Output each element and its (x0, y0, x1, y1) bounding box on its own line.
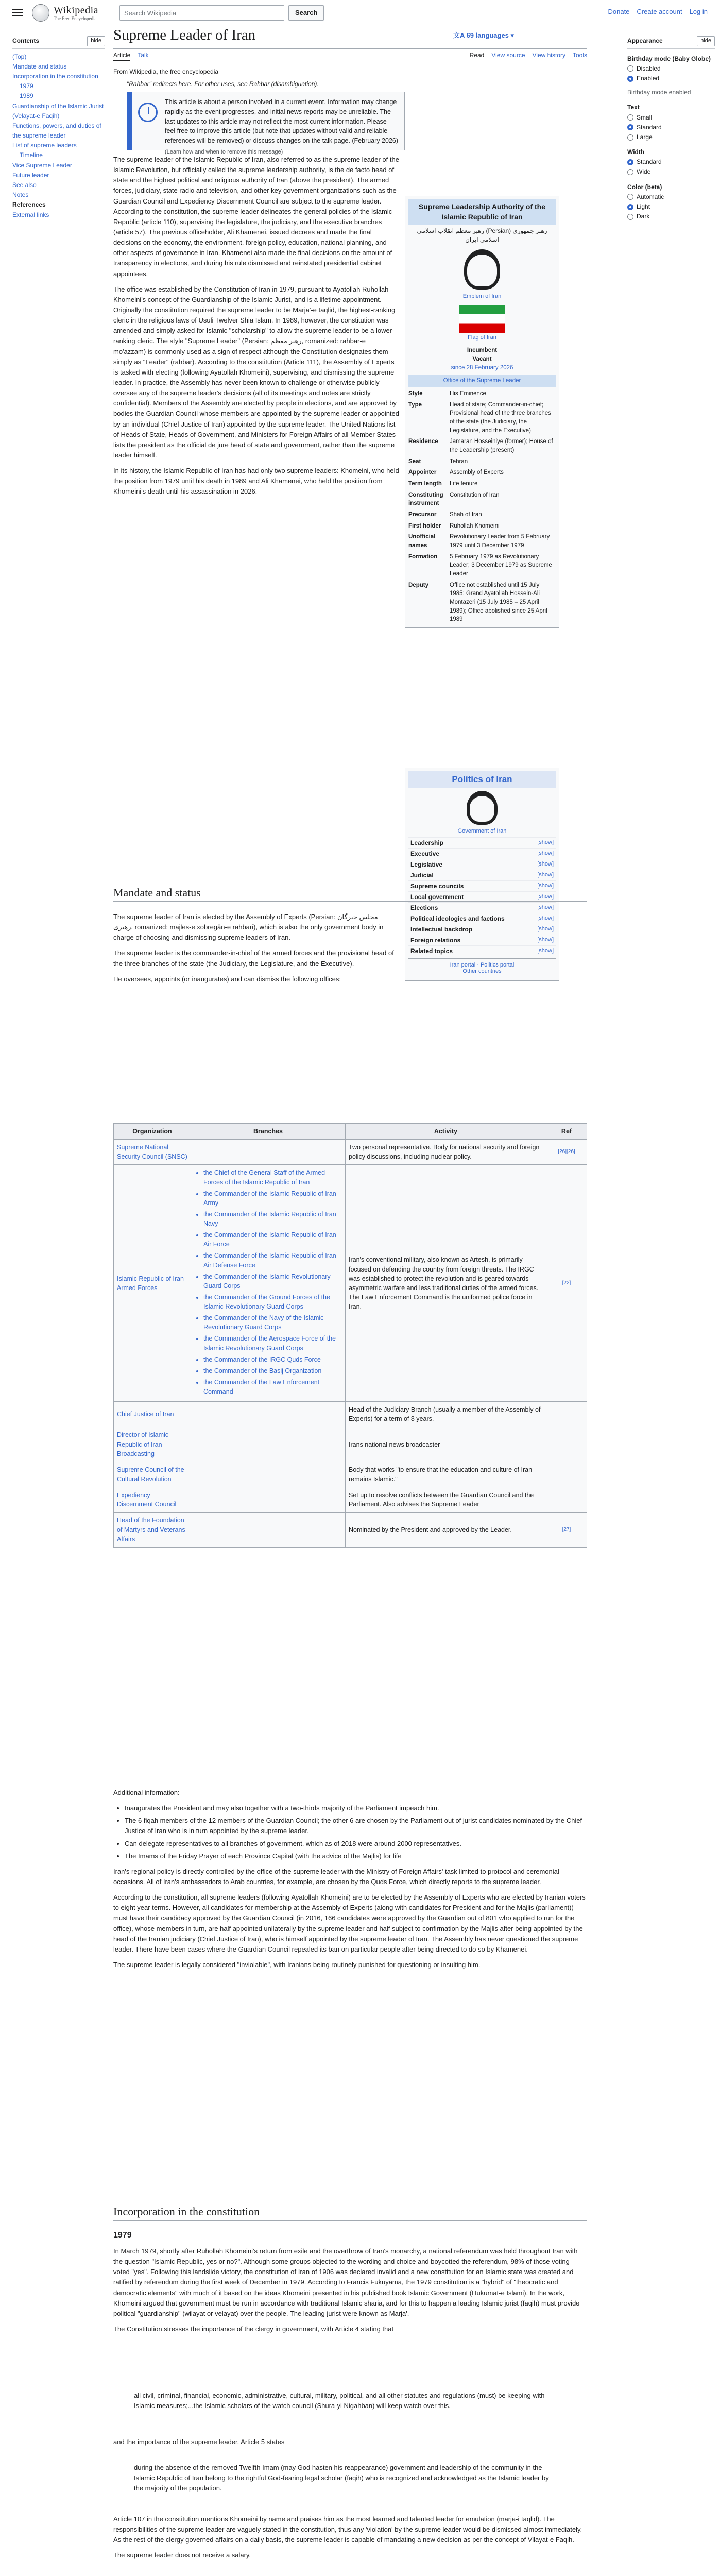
additional-item: • Inaugurates the President and may also together with a two-thirds majority of the Parliament impeach him. (125, 1803, 587, 1814)
infobox-key: Type (408, 401, 422, 408)
show-toggle[interactable]: [show] (537, 947, 554, 954)
show-toggle[interactable]: [show] (537, 850, 554, 856)
politics-row[interactable] (408, 945, 556, 956)
main-menu-icon[interactable] (12, 9, 23, 16)
additional-label: Additional information: (113, 1789, 180, 1797)
appearance-option[interactable] (627, 113, 715, 123)
branch-item[interactable]: • the Commander of the Islamic Republic of Iran Army (203, 1189, 342, 1208)
radio-icon[interactable] (627, 169, 633, 175)
table-of-contents (12, 36, 105, 220)
flag-caption[interactable]: Flag of Iran (468, 334, 496, 341)
branch-item[interactable]: • the Commander of the IRGC Quds Force (203, 1355, 342, 1364)
branch-item[interactable]: • the Commander of the Law Enforcement Command (203, 1378, 342, 1396)
flag-of-iran (459, 305, 505, 333)
incorp-paragraph: and the importance of the supreme leader. Article 5 states (113, 2438, 285, 2446)
toc-item-label: 1989 (20, 92, 33, 100)
infobox-key: Deputy (408, 582, 428, 588)
branch-item[interactable]: • the Chief of the General Staff of the Armed Forces of the Islamic Republic of Iran (203, 1168, 342, 1187)
radio-icon[interactable] (627, 214, 633, 220)
infobox-value: Head of state; Commander-in-chief; Provisional head of the three branches of the state (the Judiciary, the Legislature, and the Executive) (450, 401, 551, 434)
politics-row-label: Elections (410, 904, 438, 911)
appearance-panel (627, 36, 715, 222)
show-toggle[interactable]: [show] (537, 861, 554, 867)
branch-item[interactable]: • the Commander of the Islamic Republic of Iran Navy (203, 1210, 342, 1228)
toc-item-label: Incorporation in the constitution (12, 72, 98, 80)
birthday-note: Birthday mode enabled (627, 89, 691, 96)
tab-article[interactable]: Article (113, 52, 130, 61)
site-header (0, 0, 720, 26)
infobox-value: Office not established until 15 July 1985; Grand Ayatollah Hossein-Ali Montazeri (15 July 1985 – 25 April 1989); Office abolished since 25 April 1989 (450, 582, 547, 623)
toc-item[interactable] (12, 171, 105, 180)
wordmark: Wikipedia (54, 4, 98, 16)
incorp-paragraph: The Constitution stresses the importance of the clergy in government, with Article 4 stating that (113, 2325, 394, 2333)
infobox-value: Shah of Iran (450, 512, 482, 518)
show-toggle[interactable]: [show] (537, 839, 554, 845)
infobox-row (408, 533, 556, 550)
quote-article-5: during the absence of the removed Twelfth Imam (may God hasten his reappearance) government and leadership of the community in the Islamic Republic of Iran belong to the rightful God-fearing legal scholar (faqih) who is recognized and acknowledged as the Islamic leader by the majority of the population. (134, 2464, 549, 2493)
infobox (405, 196, 559, 628)
branches-cell (191, 1513, 346, 1547)
learn-remove-link[interactable]: (Learn how and when to remove this message) (165, 148, 283, 155)
toc-item[interactable] (12, 150, 105, 160)
page-title: Supreme Leader of Iran (113, 27, 256, 43)
option-label: Light (637, 203, 650, 211)
infobox-value: Assembly of Experts (450, 469, 504, 476)
appearance-group-heading: Color (beta) (627, 183, 662, 191)
show-toggle[interactable]: [show] (537, 915, 554, 921)
login-link[interactable]: Log in (689, 8, 708, 15)
appearance-group-heading: Birthday mode (Baby Globe) (627, 55, 711, 62)
toc-item-label: External links (12, 211, 49, 218)
emblem-icon (467, 791, 498, 825)
section-heading-incorporation: Incorporation in the constitution (113, 2205, 587, 2221)
toc-item-label: Notes (12, 191, 29, 199)
tab-view-source[interactable]: View source (491, 52, 525, 59)
portal-links[interactable]: Iran portal · Politics portal (450, 962, 515, 968)
branch-item[interactable]: • the Commander of the Aerospace Force of the Islamic Revolutionary Guard Corps (203, 1334, 342, 1352)
radio-icon[interactable] (627, 204, 633, 210)
incorp-paragraph: Article 107 in the constitution mentions Khomeini by name and praises him as the most learned and talented leader for emulation (marja-i taqlid). The responsibilities of the supreme leader are vaguely stated in the constitution, thus any 'violation' by the supreme leader would be dismissed almost immediately. As the rest of the clergy governed affairs on a daily basis, the supreme leader is capable of mandating a new decision as per the concept of Vilayat-e Faqih. (113, 2515, 582, 2544)
toc-item-label: References (12, 201, 46, 209)
branch-item[interactable]: • the Commander of the Navy of the Islamic Revolutionary Guard Corps (203, 1313, 342, 1332)
politics-row-label: Local government (410, 893, 464, 901)
option-label: Enabled (637, 74, 660, 82)
infobox-key: First holder (408, 522, 441, 529)
radio-icon[interactable] (627, 114, 633, 121)
col-ref: Ref (546, 1124, 587, 1140)
table-row (114, 1402, 587, 1427)
ref-cell[interactable] (546, 1462, 587, 1487)
additional-item: • Can delegate representatives to all branches of government, which as of 2018 were around 2000 representatives. (125, 1839, 587, 1849)
incorp-text-2 (113, 2514, 587, 2566)
wikipedia-globe-icon (32, 4, 49, 22)
after-paragraph: The supreme leader is legally considered "inviolable", with Iranians being routinely punished for questioning or insulting him. (113, 1960, 481, 1969)
create-account-link[interactable]: Create account (637, 8, 682, 15)
org-cell[interactable]: Head of the Foundation of Martyrs and Veterans Affairs (114, 1513, 191, 1547)
org-cell[interactable]: Supreme Council of the Cultural Revolution (114, 1462, 191, 1487)
branch-item[interactable]: • the Commander of the Islamic Republic of Iran Air Force (203, 1230, 342, 1249)
option-label: Large (637, 133, 653, 141)
appearance-group-heading: Width (627, 148, 645, 156)
branches-cell (191, 1487, 346, 1513)
politics-row[interactable] (408, 902, 556, 913)
toc-item[interactable] (12, 52, 105, 62)
col-organization: Organization (114, 1124, 191, 1140)
politics-row-label: Legislative (410, 861, 443, 868)
politics-row-label: Intellectual backdrop (410, 926, 473, 933)
toc-item[interactable] (12, 161, 105, 171)
toc-item[interactable] (12, 210, 105, 220)
toc-item-label: (Top) (12, 53, 27, 60)
vacant-label: Vacant (472, 355, 492, 362)
branches-cell (191, 1402, 346, 1427)
appearance-option[interactable] (627, 74, 715, 83)
politics-row-label: Foreign relations (410, 937, 461, 944)
toc-item[interactable] (12, 91, 105, 101)
radio-icon[interactable] (627, 159, 633, 165)
tab-talk[interactable]: Talk (138, 52, 149, 59)
politics-row-label: Executive (410, 850, 440, 857)
option-label: Automatic (637, 193, 664, 200)
show-toggle[interactable]: [show] (537, 883, 554, 889)
toc-item[interactable] (12, 200, 105, 210)
appearance-option[interactable] (627, 157, 715, 167)
politics-row-label: Leadership (410, 839, 444, 846)
politics-row[interactable] (408, 870, 556, 880)
additional-info (113, 1788, 587, 1975)
appearance-option[interactable] (627, 212, 715, 222)
activity-cell: Head of the Judiciary Branch (usually a member of the Assembly of Experts) for a term of 8 years. (346, 1402, 546, 1427)
from-wikipedia: From Wikipedia, the free encyclopedia (113, 68, 219, 75)
politics-row[interactable] (408, 848, 556, 859)
hatnote: "Rahbar" redirects here. For other uses, see Rahbar (disambiguation). (127, 80, 319, 88)
office-link[interactable]: Office of the Supreme Leader (408, 375, 556, 387)
toc-item[interactable] (12, 81, 105, 91)
ref-cell[interactable] (546, 1402, 587, 1427)
toc-item[interactable] (12, 101, 105, 121)
toc-hide-button[interactable]: hide (87, 36, 105, 46)
infobox-row (408, 468, 556, 477)
infobox-value: His Eminence (450, 390, 486, 397)
toc-item[interactable] (12, 62, 105, 72)
infobox-row (408, 480, 556, 488)
org-cell[interactable]: Chief Justice of Iran (114, 1402, 191, 1427)
mandate-paragraph: The supreme leader is the commander-in-chief of the armed forces and the provisional head of the three branches of the state (the Judiciary, the Legislature, and the Executive). (113, 949, 394, 968)
table-row (114, 1487, 587, 1513)
branch-item[interactable]: • the Commander of the Ground Forces of the Islamic Revolutionary Guard Corps (203, 1293, 342, 1311)
radio-icon[interactable] (627, 194, 633, 200)
toc-item-label: Vice Supreme Leader (12, 161, 72, 169)
table-row (114, 1427, 587, 1462)
radio-icon[interactable] (627, 134, 633, 141)
current-event-notice (127, 92, 405, 155)
mandate-paragraph: He oversees, appoints (or inaugurates) and can dismiss the following offices: (113, 975, 341, 983)
politics-title[interactable]: Politics of Iran (408, 771, 556, 788)
org-cell[interactable]: Islamic Republic of Iran Armed Forces (114, 1165, 191, 1402)
offices-table (113, 1123, 587, 1548)
politics-row[interactable] (408, 859, 556, 870)
tab-read[interactable]: Read (469, 52, 485, 59)
radio-icon[interactable] (627, 76, 633, 82)
incumbent-label: Incumbent (467, 347, 498, 354)
branches-cell (191, 1165, 346, 1402)
col-branches: Branches (191, 1124, 346, 1140)
toc-item-label: Functions, powers, and duties of the supreme leader (12, 122, 101, 140)
other-countries-link[interactable]: Other countries (462, 968, 502, 974)
ref-cell[interactable]: [27] (546, 1513, 587, 1547)
infobox-key: Constituting instrument (408, 492, 443, 507)
table-row (114, 1165, 587, 1402)
intro-text (113, 155, 399, 502)
option-label: Wide (637, 168, 651, 176)
appearance-option[interactable] (627, 132, 715, 142)
org-cell[interactable]: Supreme National Security Council (SNSC) (114, 1140, 191, 1165)
branch-item[interactable]: • the Commander of the Islamic Revolutionary Guard Corps (203, 1272, 342, 1291)
infobox-persian: رهبر معظم انقلاب اسلامی (Persian) رهبر جمهوری اسلامی ایران (417, 227, 547, 243)
politics-row[interactable] (408, 837, 556, 848)
show-toggle[interactable]: [show] (537, 926, 554, 932)
org-cell[interactable]: Director of Islamic Republic of Iran Broadcasting (114, 1427, 191, 1462)
option-label: Standard (637, 158, 662, 166)
show-toggle[interactable]: [show] (537, 937, 554, 943)
quote-article-4: all civil, criminal, financial, economic, administrative, cultural, military, political, and all other statutes and regulations (must) be keeping with Islamic measures;...the Islamic scholars of the watch council (Shura-yi Nigahban) will keep watch over this. (134, 2392, 545, 2410)
appearance-hide-button[interactable]: hide (697, 36, 715, 46)
show-toggle[interactable]: [show] (537, 872, 554, 878)
infobox-key: Appointer (408, 469, 437, 476)
col-activity: Activity (346, 1124, 546, 1140)
infobox-key: Formation (408, 553, 438, 560)
intro-paragraph: In its history, the Islamic Republic of Iran has had only two supreme leaders: Khomeini, who held the position from 1979 until his death in 1989 and Ali Khamenei, who held the position from Khomeini's death until his assassination in 2026. (113, 467, 399, 496)
activity-cell: Two personal representative. Body for national security and foreign policy discussions, including nuclear policy. (346, 1140, 546, 1165)
toc-item[interactable] (12, 190, 105, 200)
show-toggle[interactable]: [show] (537, 904, 554, 910)
additional-item: • The Imams of the Friday Prayer of each Province Capital (with the advice of the Majlis) for life (125, 1851, 587, 1861)
ref-cell[interactable] (546, 1487, 587, 1513)
toc-title: Contents (12, 37, 39, 44)
activity-cell: Body that works "to ensure that the education and culture of Iran remains Islamic." (346, 1462, 546, 1487)
infobox-row (408, 437, 556, 454)
infobox-row (408, 389, 556, 398)
incorp-paragraph: In March 1979, shortly after Ruhollah Khomeini's return from exile and the overthrow of Iran's monarchy, a national referendum was held throughout Iran with the question "Islamic Republic, yes or no?". Although some groups objected to the wording and choice and boycotted the referendum, 98% of those voting voted "yes". Following this landslide victory, the constitution of Iran of 1906 was declared invalid and a new constitution for an Islamic state was created and ratified by referendum during the first week of December in 1979. According to Francis Fukuyama, the 1979 constitution is a "hybrid" of "theocratic and democratic elements" with much of it based on the ideas Khomeini presented in his published book Islamic Government (Hukumat-e Islami). In the work, Khomeini argued that government must be run in accordance with traditional Islamic sharia, and for this to happen a leading Islamic jurist (faqih) must provide political "guardianship" (wilayat or velayat) over the people. The leading jurist were known as Marja'. (113, 2247, 580, 2317)
page-tabs (113, 52, 587, 61)
activity-cell: Irans national news broadcaster (346, 1427, 546, 1462)
branch-item[interactable]: • the Commander of the Islamic Republic of Iran Air Defense Force (203, 1251, 342, 1269)
toc-item-label: Timeline (20, 151, 43, 159)
toc-item-label: Guardianship of the Islamic Jurist (Velayat-e Faqih) (12, 102, 104, 120)
infobox-value: Life tenure (450, 480, 478, 487)
toc-item-label: List of supreme leaders (12, 142, 77, 149)
toc-item[interactable] (12, 180, 105, 190)
branches-cell (191, 1140, 346, 1165)
radio-icon[interactable] (627, 65, 633, 72)
languages-button[interactable]: 文A 69 languages ▾ (453, 31, 515, 39)
radio-icon[interactable] (627, 124, 633, 130)
notice-text: This article is about a person involved in a current event. Information may change rapidly as the event progresses, and initial news reports may be unreliable. The last updates to this article may not reflect the most current information. Please feel free to improve this article (but note that updates without valid and reliable references will be removed) or discuss changes on the talk page. (February 2026) (165, 98, 399, 144)
mandate-text (113, 912, 399, 990)
table-row (114, 1140, 587, 1165)
table-row (114, 1513, 587, 1547)
branches-cell (191, 1462, 346, 1487)
intro-paragraph: The supreme leader of the Islamic Republic of Iran, also referred to as the supreme leader of the Islamic Revolution, but officially called the supreme leadership authority, is the de facto head of state and the highest political and religious authority of Iran (above the president). The armed forces, judiciary, state radio and television, and other key government organizations such as the Guardian Council and Expediency Discernment Council are subject to the supreme leader. According to the constitution, the supreme leader delineates the general policies of the Islamic Republic (article 110), supervising the legislature, the judiciary, and the executive branches (article 57). The previous officeholder, Ali Khamenei, issued decrees and made the final decisions on the economy, the environment, foreign policy, education, national planning, and other aspects of governance in Iran. Khamenei also made the final decisions on the amount of transparency in elections, and during his rule dismissed and reinstated presidential cabinet appointees. (113, 156, 399, 278)
infobox-key: Precursor (408, 512, 437, 518)
toc-item-label: 1979 (20, 82, 33, 90)
ref-cell[interactable] (546, 1427, 587, 1462)
infobox-value: Jamaran Hosseiniye (former); House of the Leadership (present) (450, 438, 553, 453)
search-input[interactable]: Search Wikipedia (119, 5, 284, 21)
infobox-value: Tehran (450, 458, 468, 465)
additional-item: • The 6 fiqah members of the 12 members of the Guardian Council; the other 6 are chosen by the Parliament out of jurist candidates nominated by the Chief Justice of Iran who is in turn appointed by the supreme leader. (125, 1816, 587, 1836)
section-heading-mandate: Mandate and status (113, 886, 587, 902)
org-cell[interactable]: Expediency Discernment Council (114, 1487, 191, 1513)
appearance-option[interactable] (627, 64, 715, 74)
infobox-value: Revolutionary Leader from 5 February 1979 until 3 December 1979 (450, 534, 550, 549)
after-paragraph: According to the constitution, all supreme leaders (following Ayatollah Khomeini) are to be elected by the Assembly of Experts who are elected by Iranian voters to eight year terms. However, all candidates for membership at the Assembly of Experts (along with candidates for President and for the Majlis (parliament)) must have their candidacy approved by the Guardian Council (in 2016, 166 candidates were approved by the Guardian out of 801 who applied to run for the office), whose members in turn, are half appointed unilaterally by the supreme leader and half subject to confirmation by the Majlis after being appointed by the head of the Iranian judiciary (Chief Justice of Iran), who is himself appointed by the supreme leader of Iran. The Assembly has never questioned the supreme leader. There have been cases where the Guardian Council repealed its ban on particular people after being directed to do so by Khamenei. (113, 1893, 586, 1953)
intro-paragraph: The office was established by the Constitution of Iran in 1979, pursuant to Ayatollah Ruhollah Khomeini's concept of the Guardianship of the Islamic Jurist, and is a lifetime appointment. Originally the constitution required the supreme leader to be Marja'-e taqlid, the highest-ranking cleric in the religious laws of Usuli Twelver Shia Islam. In 1989, however, the constitution was amended and simply asked for Islamic "scholarship" to allow the supreme leader to be a lower-ranking cleric. The style "Supreme Leader" (Persian: رهبر معظم, romanized: rahbar-e mo'azzam) is commonly used as a sign of respect although the Constitution designates them simply as "Leader" (rahbar). According to the constitution (Article 111), the Assembly of Experts is tasked with electing (following Ayatollah Khomeini), supervising, and dismissing the supreme leader. In practice, the Assembly has never been known to challenge or otherwise publicly oversee any of the supreme leader's decisions (all of its meetings and notes are strictly confidential). Members of the Assembly are elected by people in elections, and are approved by bodies the Guardian Council whose members are appointed by the supreme leader or appointed by an individual (Chief Justice of Iran) appointed by the supreme leader. The United Nations list of Heads of State, Heads of Government, and Ministers for Foreign Affairs of all Member States lists the president as the official de jure head of state and government, rather than the supreme leader himself. (113, 285, 400, 459)
appearance-option[interactable] (627, 167, 715, 177)
appearance-title: Appearance (627, 37, 663, 44)
infobox-value: Ruhollah Khomeini (450, 522, 500, 529)
donate-link[interactable]: Donate (608, 8, 630, 15)
clock-icon (138, 103, 158, 122)
activity-cell: Set up to resolve conflicts between the Guardian Council and the Parliament. Also advises the Supreme Leader (346, 1487, 546, 1513)
table-row (114, 1462, 587, 1487)
subsection-1979: 1979 (113, 2231, 132, 2240)
politics-row-label: Political ideologies and factions (410, 915, 505, 922)
toc-item-label: See also (12, 181, 37, 189)
infobox-key: Unofficial names (408, 534, 436, 549)
emblem-icon (464, 249, 500, 290)
tagline: The Free Encyclopedia (54, 15, 97, 21)
option-label: Disabled (637, 64, 661, 72)
activity-cell: Nominated by the President and approved by the Leader. (346, 1513, 546, 1547)
toc-item-label: Future leader (12, 171, 49, 179)
option-label: Small (637, 113, 653, 121)
politics-row[interactable] (408, 913, 556, 924)
politics-navbox (405, 768, 559, 981)
appearance-group-heading: Text (627, 104, 640, 111)
infobox-key: Term length (408, 480, 442, 487)
incorp-text (113, 2246, 587, 2340)
infobox-row (408, 581, 556, 624)
politics-row-label: Judicial (410, 872, 434, 879)
incorp-paragraph: The supreme leader does not receive a salary. (113, 2551, 251, 2560)
appearance-option[interactable] (627, 202, 715, 212)
infobox-row (408, 491, 556, 508)
politics-row-label: Related topics (410, 947, 453, 955)
politics-row[interactable] (408, 924, 556, 935)
infobox-row (408, 553, 556, 579)
option-label: Dark (637, 213, 650, 221)
toc-item[interactable] (12, 141, 105, 150)
after-paragraph: Iran's regional policy is directly controlled by the office of the supreme leader with the Ministry of Foreign Affairs' task limited to protocol and ceremonial occasions. All of Iran's ambassadors to Arab countries, for example, are chosen by the Quds Force, which directly reports to the supreme leader. (113, 1867, 559, 1886)
politics-row[interactable] (408, 935, 556, 945)
politics-row-label: Supreme councils (410, 883, 464, 890)
politics-caption[interactable]: Government of Iran (457, 828, 507, 834)
branches-cell (191, 1427, 346, 1462)
infobox-key: Style (408, 390, 423, 397)
user-links (608, 8, 708, 15)
infobox-key: Residence (408, 438, 438, 445)
appearance-option[interactable] (627, 192, 715, 202)
infobox-row (408, 522, 556, 531)
emblem-caption[interactable]: Emblem of Iran (462, 293, 502, 300)
mandate-paragraph: The supreme leader of Iran is elected by the Assembly of Experts (Persian: مجلس خبرگان رهبری, romanized: majles-e xobregân-e rahbari), which is also the only government body in charge of choosing and dismissing supreme leaders of Iran. (113, 913, 384, 942)
toc-item[interactable] (12, 121, 105, 141)
infobox-row (408, 511, 556, 519)
infobox-key: Seat (408, 458, 421, 465)
toc-item[interactable] (12, 72, 105, 81)
infobox-row (408, 401, 556, 435)
infobox-value: Constitution of Iran (450, 492, 500, 498)
appearance-option[interactable] (627, 123, 715, 132)
tab-view-history[interactable]: View history (532, 52, 565, 59)
branch-item[interactable]: • the Commander of the Basij Organization (203, 1366, 342, 1376)
option-label: Standard (637, 123, 662, 131)
infobox-title: Supreme Leadership Authority of the Islamic Republic of Iran (408, 199, 556, 225)
toc-item-label: Mandate and status (12, 62, 67, 70)
show-toggle[interactable]: [show] (537, 893, 554, 900)
infobox-row (408, 457, 556, 466)
infobox-value: 5 February 1979 as Revolutionary Leader; 3 December 1979 as Supreme Leader (450, 553, 552, 578)
ref-cell[interactable]: [22] (546, 1165, 587, 1402)
tab-tools[interactable]: Tools (572, 52, 587, 59)
since-date[interactable]: since 28 February 2026 (451, 364, 513, 371)
search-button[interactable]: Search (288, 5, 324, 21)
wikipedia-logo[interactable] (32, 4, 98, 22)
activity-cell: Iran's conventional military, also known as Artesh, is primarily focused on defending the country from foreign threats. The IRGC was established to protect the revolution and is geared towards asymmetric warfare and less traditional duties of the armed forces. The Law Enforcement Command is the uniformed police force in Iran. (346, 1165, 546, 1402)
ref-cell[interactable]: [26][26] (546, 1140, 587, 1165)
